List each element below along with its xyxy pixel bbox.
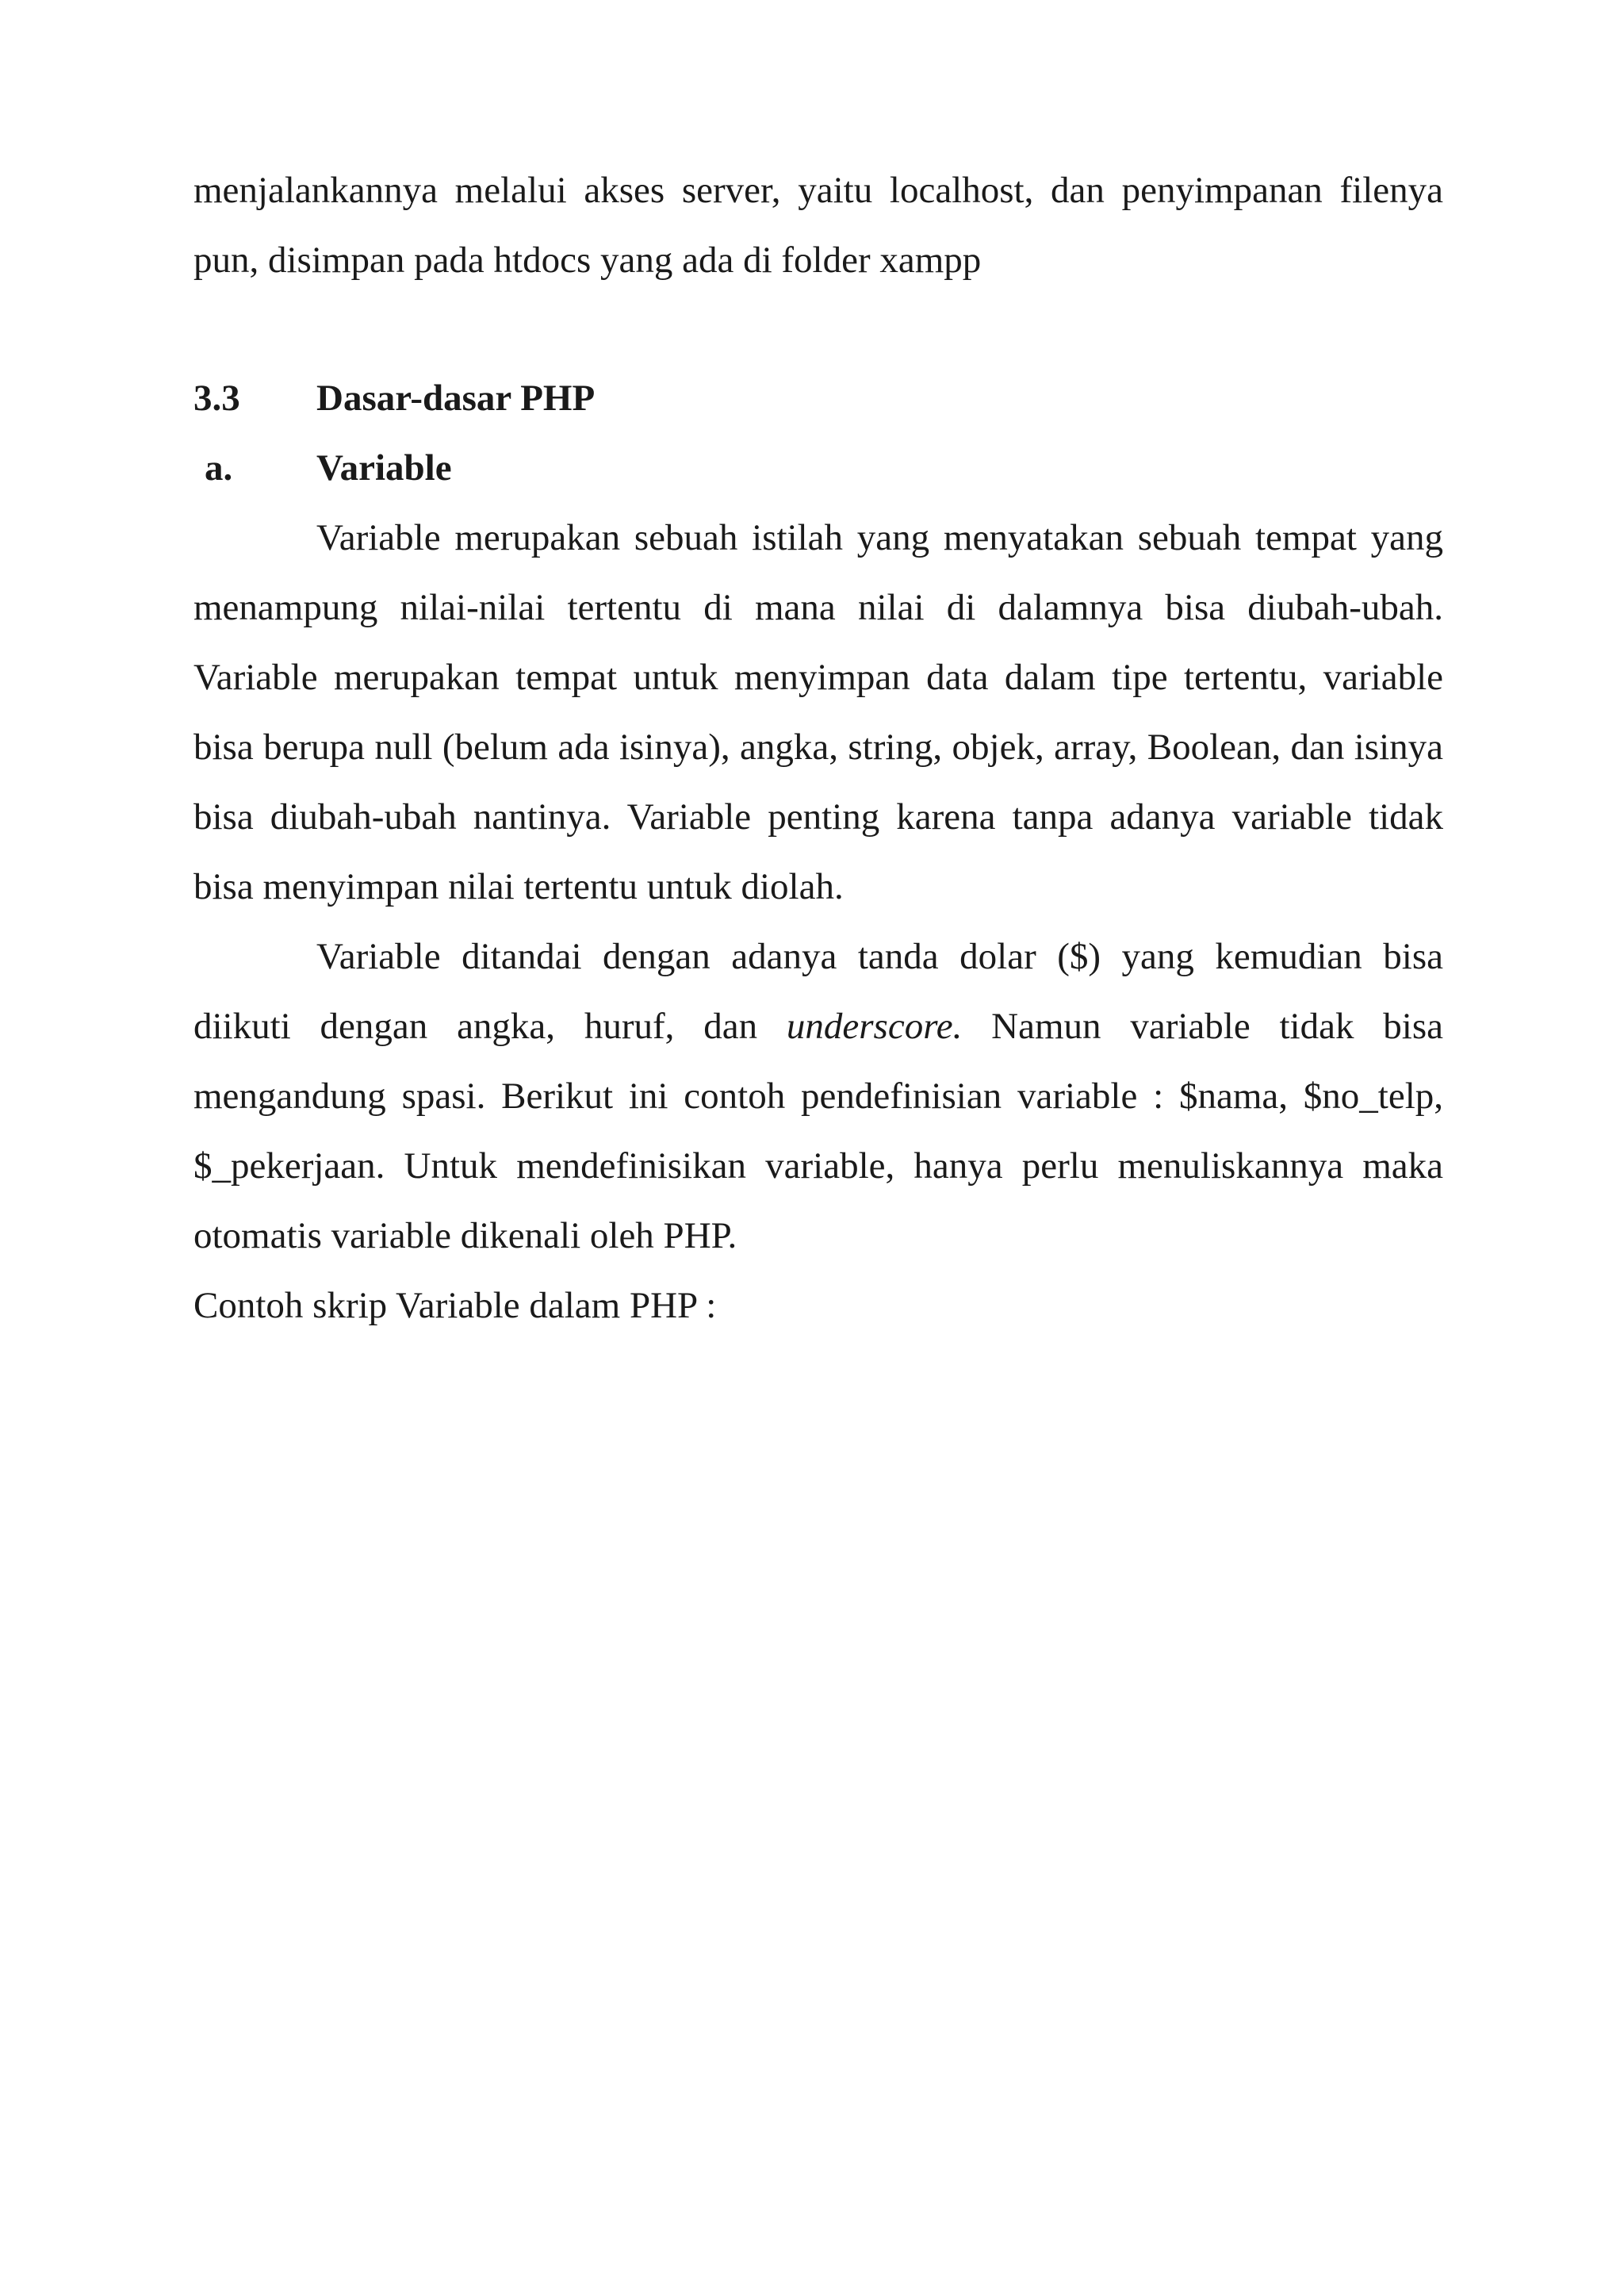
section-number: 3.3: [193, 378, 240, 419]
variable-sign-paragraph: [193, 922, 1443, 1271]
variable-definition-paragraph: Variable merupakan sebuah istilah yang menyatakan sebuah tempat yang menampung nilai-nilai tertentu di mana nilai di dalamnya bisa diubah-ubah. Variable merupakan tempat untuk menyimpan data dalam tipe tertentu, variable bisa berupa null (belum ada isinya), angka, string, objek, array, Boolean, dan isinya bisa diubah-ubah nantinya. Variable penting karena tanpa adanya variable tidak bisa menyimpan nilai tertentu untuk diolah.: [193, 517, 1443, 907]
section-title: Dasar-dasar PHP: [316, 378, 596, 419]
subsection-title: Variable: [316, 447, 452, 489]
example-label: Contoh skrip Variable dalam PHP :: [193, 1285, 717, 1326]
subsection-heading: [193, 433, 1443, 503]
subsection-number: a.: [205, 447, 233, 489]
document-page: [193, 155, 1443, 1340]
variable-sign-text-start: Variable ditandai dengan adanya tanda dolar ($) yang kemudian bisa diikuti dengan angka, huruf, dan: [193, 936, 1443, 1047]
variable-sign-text-end: Namun variable tidak bisa mengandung spasi. Berikut ini contoh pendefinisian variable : $nama, $no_telp, $_pekerjaan. Untuk mendefinisikan variable, hanya perlu menuliskannya maka otomatis variable dikenali oleh PHP.: [193, 1006, 1443, 1256]
underscore-term: underscore.: [786, 1006, 963, 1047]
section-heading: [193, 363, 1443, 433]
intro-paragraph: menjalankannya melalui akses server, yaitu localhost, dan penyimpanan filenya pun, disimpan pada htdocs yang ada di folder xampp: [193, 170, 1443, 281]
